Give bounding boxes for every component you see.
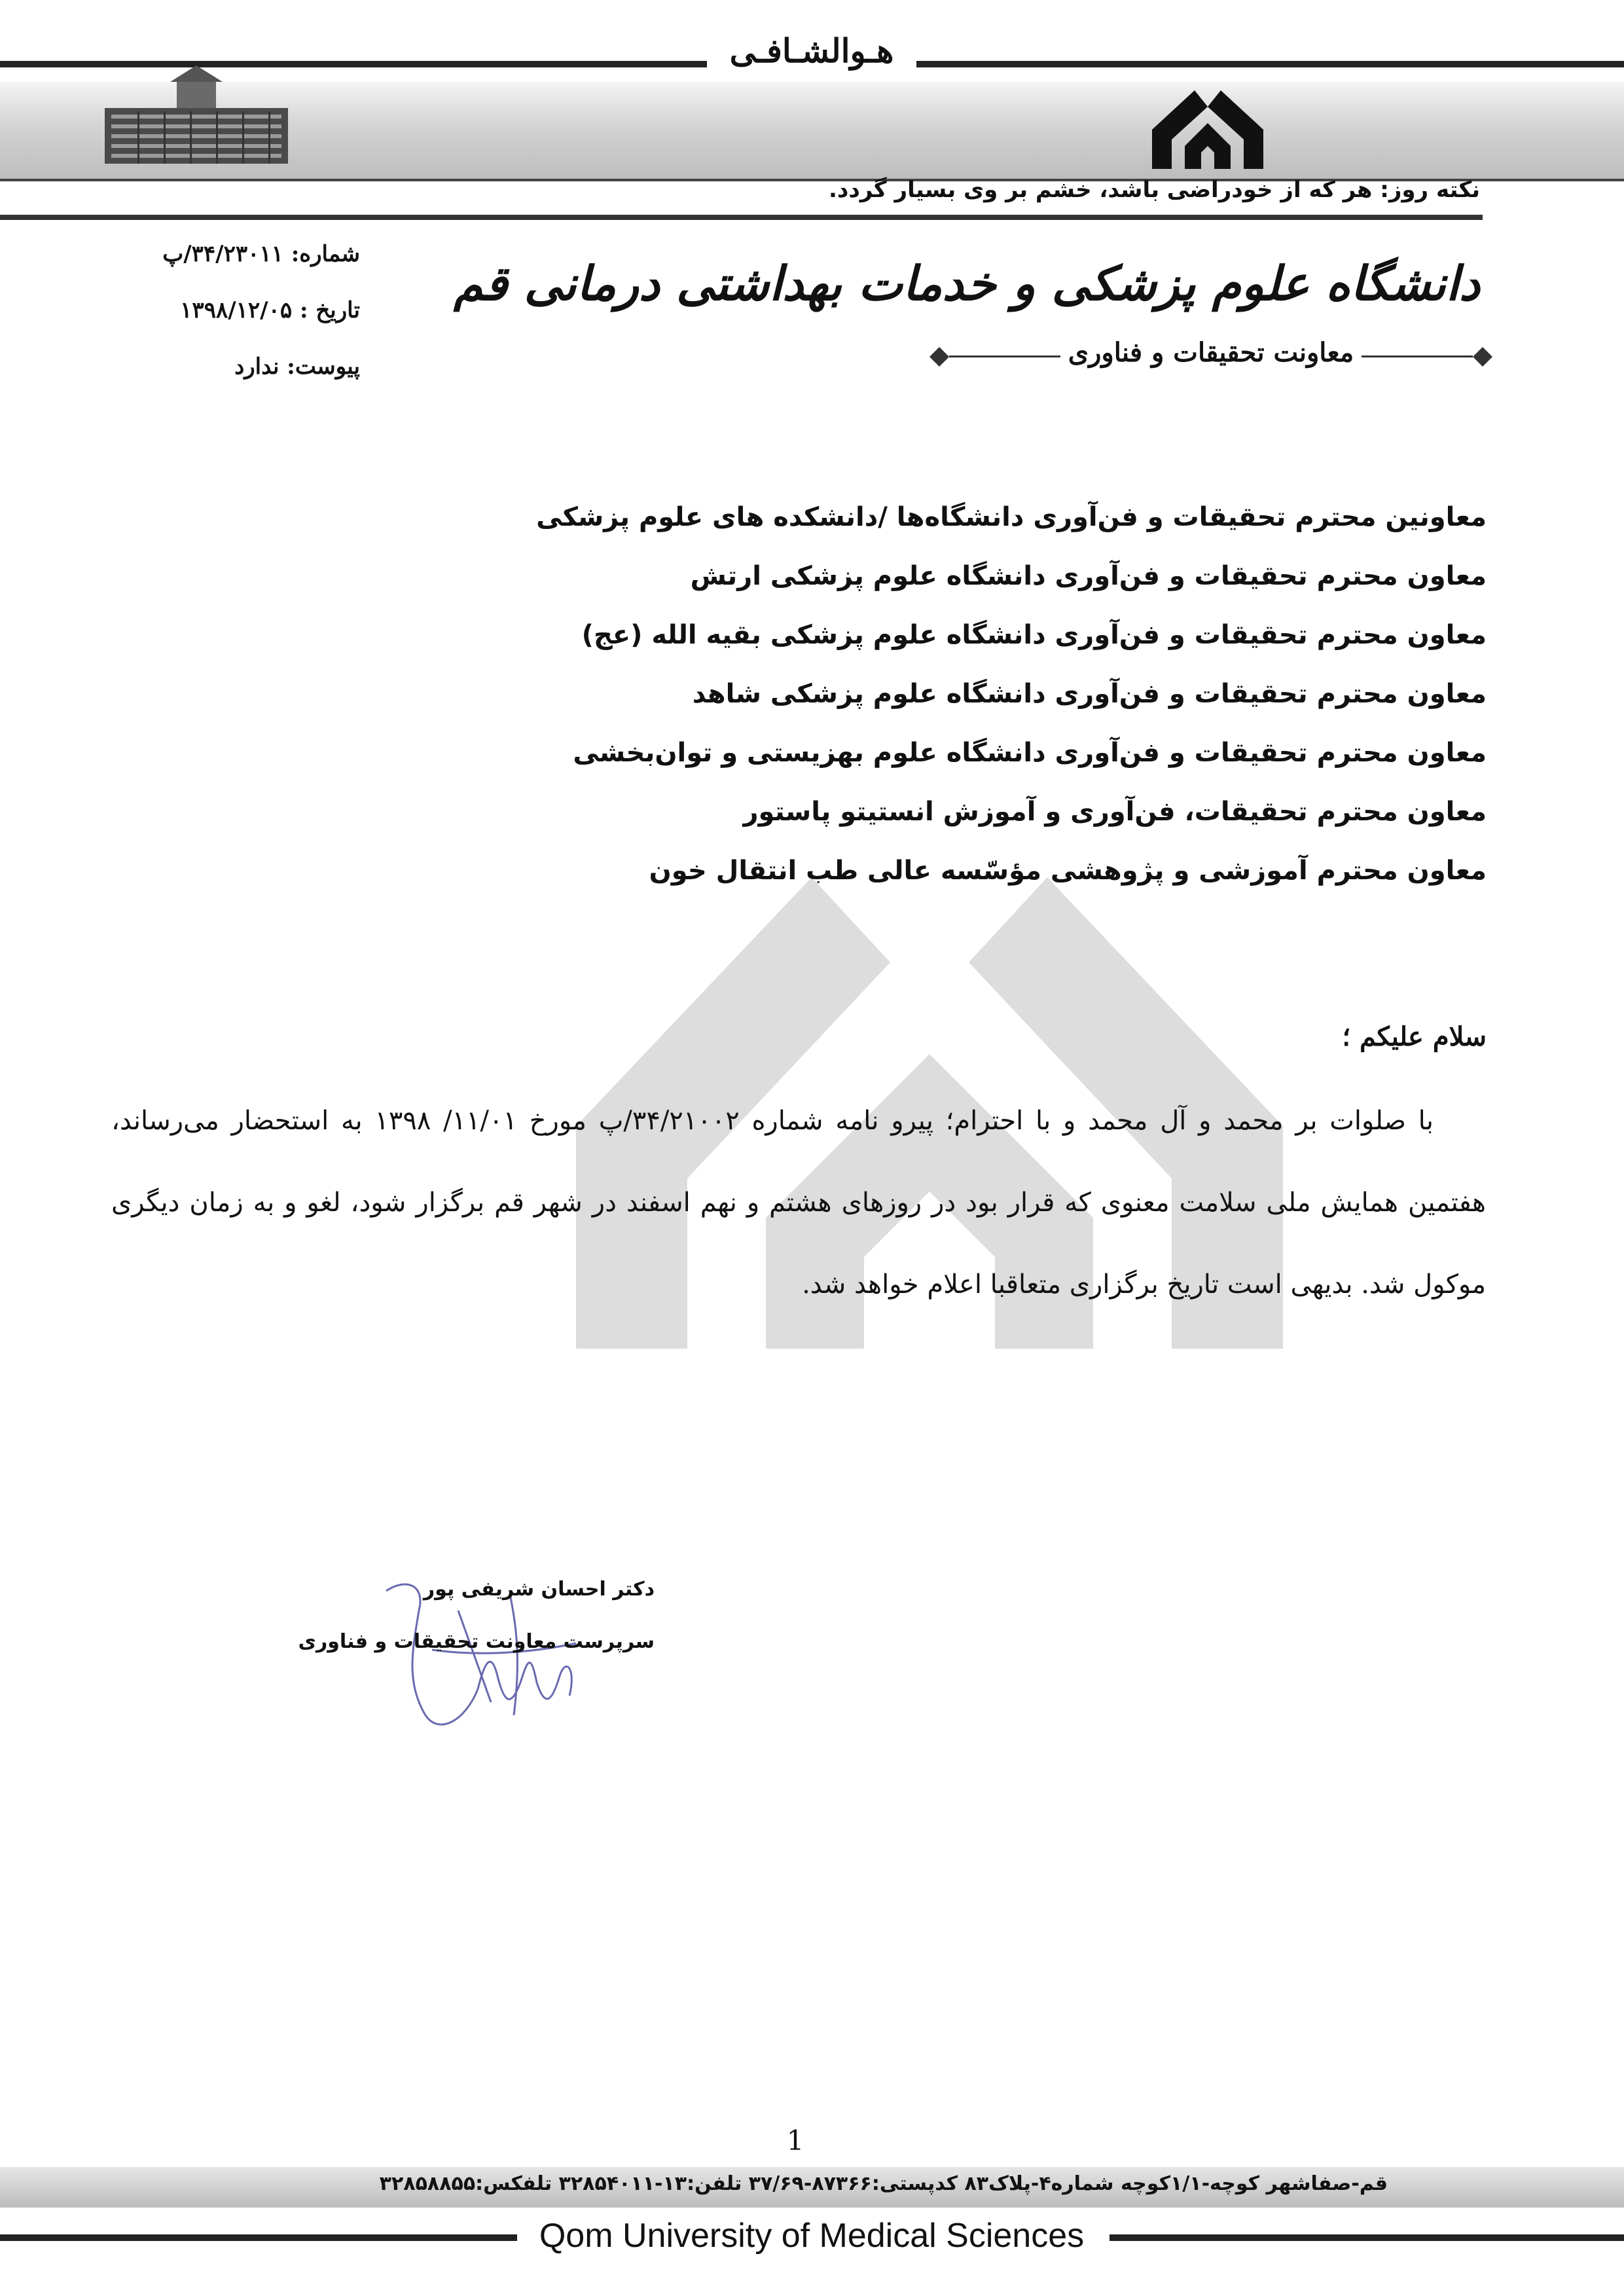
- recipient-line: معاون محترم تحقیقات و فن‌آوری دانشگاه علوم پزشکی بقیه الله (عج): [581, 620, 1487, 650]
- ornament-right-icon: [1473, 347, 1492, 367]
- footer-address: قم-صفاشهر کوچه-۱/۱کوچه شماره۴-پلاک۸۳ کدپستی:۸۷۳۶۶-۳۷/۶۹ تلفن:۱۳-۳۲۸۵۴۰۱۱ تلفکس:۳۲۸۵۸۸۵۵: [379, 2172, 1388, 2195]
- letter-attachment: پیوست: ندارد: [234, 354, 360, 380]
- ornament-line-left: [949, 355, 1060, 357]
- greeting: سلام علیکم ؛: [1342, 1021, 1487, 1052]
- ornament-line-right: [1362, 355, 1473, 357]
- footer-university-english: Qom University of Medical Sciences: [539, 2217, 1085, 2255]
- letter-date: تاریخ : ۱۳۹۸/۱۲/۰۵: [180, 297, 360, 323]
- top-rule-right: [916, 61, 1624, 67]
- ornament-left-icon: [929, 347, 949, 367]
- deputy-heading: [929, 337, 1492, 376]
- university-logo-icon: [1132, 77, 1283, 175]
- page-number: 1: [786, 2124, 804, 2157]
- building-icon: [98, 62, 295, 170]
- footer-rule-left: [0, 2234, 517, 2241]
- letter-number: شماره: ۳۴/۲۳۰۱۱/پ: [162, 241, 360, 267]
- university-name: دانشگاه علوم پزشکی و خدمات بهداشتی درمانی قم: [454, 255, 1480, 311]
- recipient-line: معاون محترم آموزشی و پژوهشی مؤسّسه عالی طب انتقال خون: [649, 856, 1487, 886]
- recipient-line: معاون محترم تحقیقات، فن‌آوری و آموزش انستیتو پاستور: [743, 797, 1487, 827]
- letter-meta: [111, 226, 360, 395]
- motto: هـوالشـافـی: [729, 31, 894, 70]
- deputy-title: معاونت تحقیقات و فناوری: [1068, 337, 1354, 368]
- letter-body: [111, 1080, 1486, 1326]
- signatory-title: سرپرست معاونت تحقیقات و فناوری: [298, 1630, 655, 1653]
- recipients-list: [243, 488, 1487, 900]
- recipient-line: معاونین محترم تحقیقات و فن‌آوری دانشگاه‌ها /دانشکده های علوم پزشکی: [536, 502, 1487, 532]
- recipient-line: معاون محترم تحقیقات و فن‌آوری دانشگاه علوم پزشکی شاهد: [692, 679, 1487, 709]
- daily-tip: نکته روز: هر که از خودراضی باشد، خشم بر وی بسیار گردد.: [828, 177, 1480, 203]
- footer-rule-right: [1110, 2234, 1624, 2241]
- signatory-name: دکتر احسان شریفی پور: [423, 1578, 655, 1601]
- recipient-line: معاون محترم تحقیقات و فن‌آوری دانشگاه علوم بهزیستی و توان‌بخشی: [573, 738, 1487, 768]
- tip-rule: [0, 215, 1483, 220]
- body-paragraph: با صلوات بر محمد و آل محمد و با احترام؛ پیرو نامه شماره ۳۴/۲۱۰۰۲/پ مورخ ۱۱/۰۱/ ۱۳۹۸ به استحضار می‌رساند، هفتمین همایش ملی سلامت معنوی که قرار بود در روزهای هشتم و نهم اسفند در شهر قم برگزار شود، لغو و به زمان دیگری موکول شد. بدیهی است تاریخ برگزاری متعاقبا اعلام خواهد شد.: [111, 1106, 1486, 1300]
- recipient-line: معاون محترم تحقیقات و فن‌آوری دانشگاه علوم پزشکی ارتش: [690, 561, 1487, 591]
